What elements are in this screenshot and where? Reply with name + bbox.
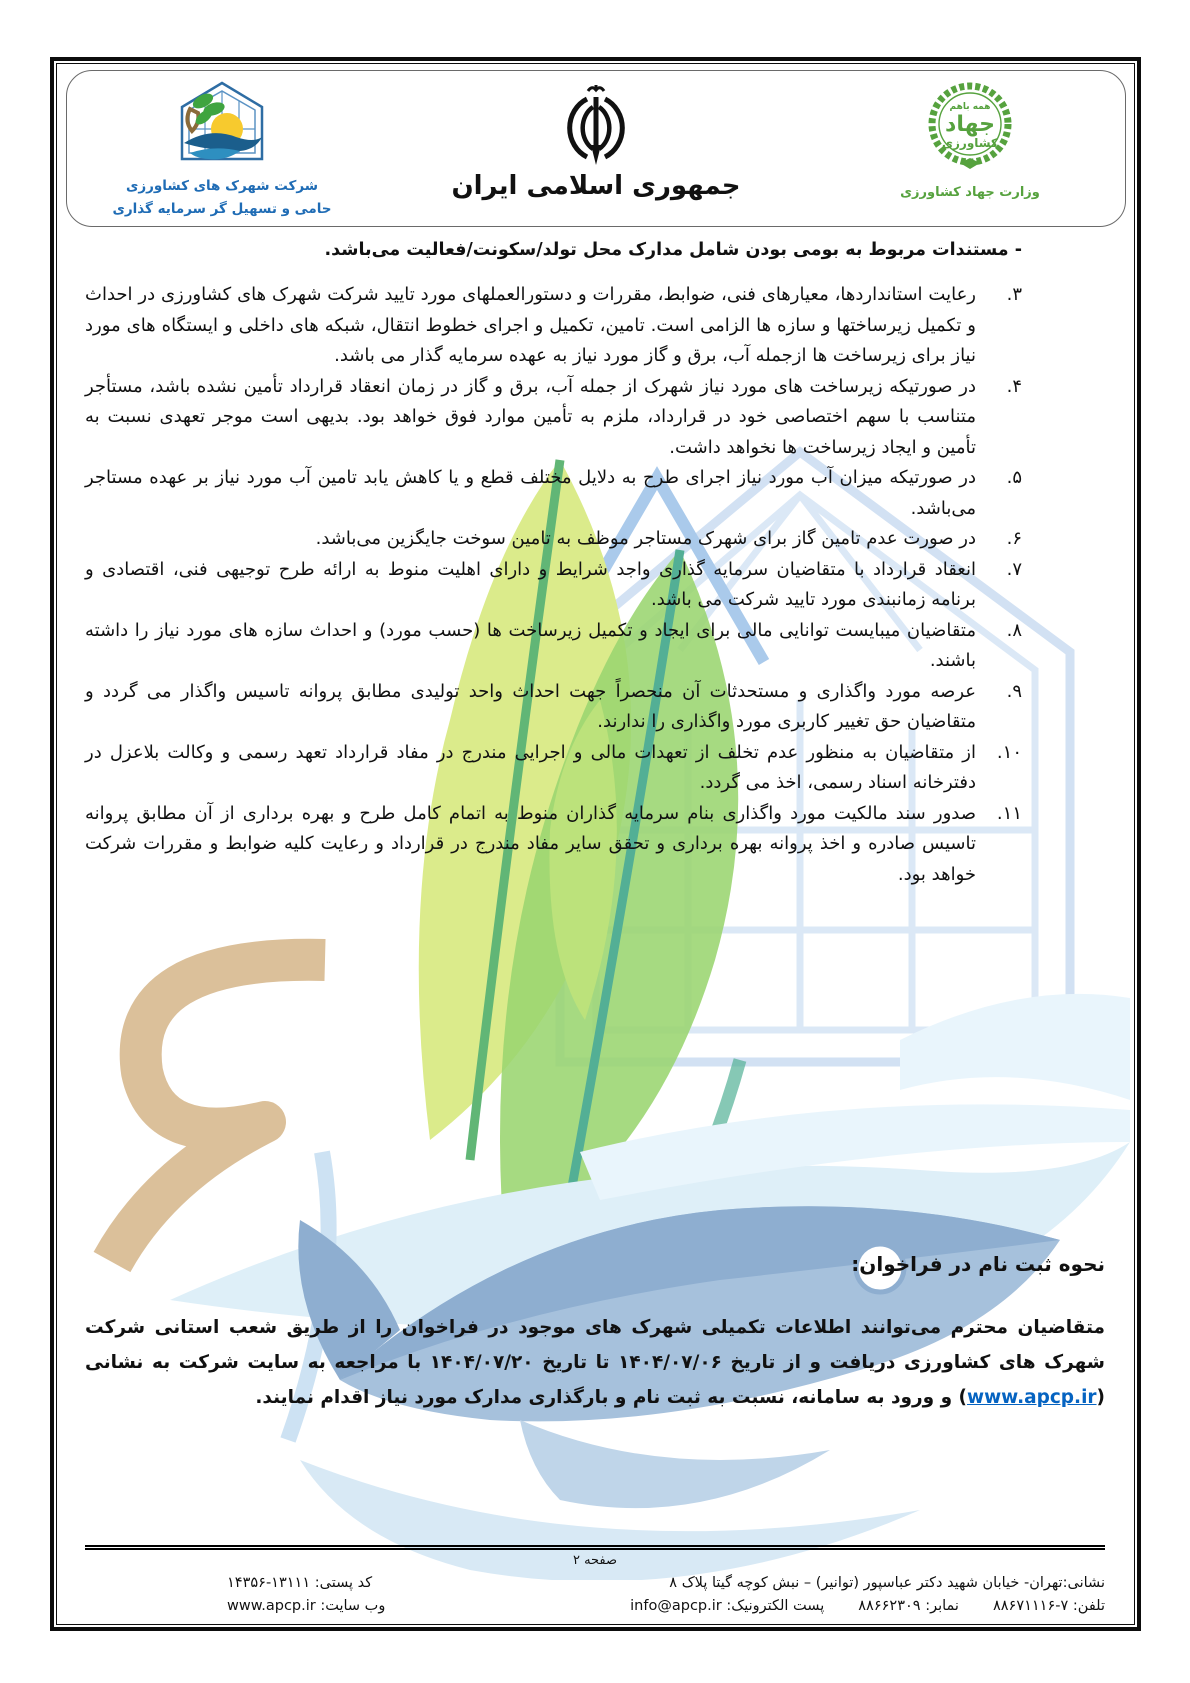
header xyxy=(66,70,1126,227)
phone-label: تلفن: xyxy=(1072,1598,1105,1614)
list-item xyxy=(85,616,1022,677)
list-item-text: در صورتیکه زیرساخت های مورد نیاز شهرک از جمله آب، برق و گاز در زمان انعقاد قرارداد تأمین نشده باشد، مستأجر متناسب با سهم اختصاصی خود در قرارداد، ملزم به تأمین موارد فوق خواهد بود. بدیهی است موجر تعهدی نسبت به تأمین و ایجاد زیرساخت ها نخواهد داشت. xyxy=(85,375,976,458)
registration-heading: نحوه ثبت نام در فراخوان: xyxy=(851,1252,1105,1276)
list-item-text: انعقاد قرارداد با متقاضیان سرمایه گذاری واجد شرایط و دارای اهلیت منوط به ارائه طرح توجیهی فنی، اقتصادی و برنامه زمانبندی مورد تایید شرکت می باشد. xyxy=(85,558,976,610)
list-item xyxy=(85,555,1022,616)
jahad-keshavarzi-logo-icon xyxy=(922,79,1018,175)
postal-value: ۱۴۳۵۶-۱۳۱۱۱ xyxy=(227,1575,311,1591)
ministry-logo-slogan: همه باهم xyxy=(949,102,991,112)
registration-text-after: ) و ورود به سامانه، نسبت به ثبت نام و بارگذاری مدارک مورد نیاز اقدام نمایند. xyxy=(255,1387,967,1408)
ministry-name: وزارت جهاد کشاورزی xyxy=(900,185,1040,200)
ministry-logo-block xyxy=(815,79,1125,200)
email-label: پست الکترونیک: xyxy=(726,1598,825,1614)
list-item-number: ۳. xyxy=(1006,284,1022,305)
body-content xyxy=(85,236,1105,890)
footer-fax xyxy=(858,1598,959,1614)
apcp-website-link[interactable]: www.apcp.ir xyxy=(966,1387,1097,1408)
list-item-number: ۱۰. xyxy=(996,741,1022,763)
list-item-number: ۱۱. xyxy=(996,802,1022,824)
list-item-text: صدور سند مالکیت مورد واگذاری بنام سرمایه گذاران منوط به اتمام کامل طرح و بهره برداری از آن مطابق پروانه تاسیس صادره و اخذ پروانه بهره برداری و تحقق سایر مفاد مندرج در قرارداد و رعایت کلیه ضوابط و مقررات شرکت خواهد بود. xyxy=(85,802,976,885)
country-caption: جمهوری اسلامی ایران xyxy=(451,171,741,201)
email-value: info@apcp.ir xyxy=(630,1598,722,1614)
website-value: www.apcp.ir xyxy=(227,1598,316,1614)
list-item-text: رعایت استانداردها، معیارهای فنی، ضوابط، مقررات و دستورالعملهای مورد تایید شرکت شهرک های کشاورزی در احداث و تکمیل زیرساختها و سازه ها الزامی است. تامین، تکمیل و اجرای خطوط انتقال، شبکه های داخلی و ایستگاه های مورد نیاز برای زیرساخت ها ازجمله آب، برق و گاز مورد نیاز به عهده سرمایه گذار می باشد. xyxy=(85,284,976,366)
fax-label: نمابر: xyxy=(925,1598,959,1614)
list-item-number: ۴. xyxy=(1006,375,1022,397)
footer-website xyxy=(227,1598,385,1614)
registration-text-before: متقاضیان محترم می‌توانند اطلاعات تکمیلی شهرک های موجود در فراخوان را از طریق شعب استانی شرکت شهرک های کشاورزی دریافت و از تاریخ ۱۴۰۴/۰۷/۰۶ تا تاریخ ۱۴۰۴/۰۷/۲۰ با مراجعه به سایت شرکت به نشانی ( xyxy=(85,1317,1105,1408)
list-item xyxy=(85,738,1022,799)
company-name: شرکت شهرک های کشاورزی xyxy=(125,178,319,194)
list-item xyxy=(85,280,1022,372)
list-item xyxy=(85,524,1022,555)
list-item-number: ۸. xyxy=(1006,619,1022,641)
footer-phone xyxy=(993,1598,1105,1614)
postal-label: کد پستی: xyxy=(314,1575,373,1591)
conditions-list xyxy=(85,280,1022,890)
footer-row-contacts xyxy=(85,1598,1105,1614)
list-item xyxy=(85,677,1022,738)
footer-row-address xyxy=(85,1575,1105,1591)
list-item-number: ۶. xyxy=(1006,528,1022,549)
footer-address: نشانی:تهران- خیابان شهید دکتر عباسپور (توانیر) – نبش کوچه گیتا پلاک ۸ xyxy=(669,1575,1105,1591)
list-item-text: متقاضیان میبایست توانایی مالی برای ایجاد و تکمیل زیرساخت ها (حسب مورد) و احداث سازه های مورد نیاز را داشته باشند. xyxy=(85,619,976,671)
ministry-logo-subtitle: کشاورزی xyxy=(942,136,998,150)
list-item xyxy=(85,372,1022,464)
fax-value: ۸۸۶۶۲۳۰۹ xyxy=(858,1598,921,1614)
iran-emblem-icon xyxy=(567,79,625,169)
company-logo-icon xyxy=(170,79,274,171)
company-tagline: حامی و تسهیل گر سرمایه گذاری xyxy=(112,201,332,217)
registration-paragraph xyxy=(85,1310,1105,1415)
list-item xyxy=(85,799,1022,891)
list-item-number: ۵. xyxy=(1006,467,1022,488)
national-emblem-block xyxy=(377,79,815,201)
list-item-text: در صورتیکه میزان آب مورد نیاز اجرای طرح به دلایل مختلف قطع و یا کاهش یابد تامین آب مورد نیاز بر عهده مستاجر می‌باشد. xyxy=(85,467,976,519)
company-logo-block xyxy=(67,79,377,217)
registration-section xyxy=(85,1252,1105,1415)
list-item-number: ۷. xyxy=(1006,558,1022,580)
footer-contact-group xyxy=(630,1598,1105,1614)
page-number: صفحه ۲ xyxy=(572,1553,618,1568)
footer-email xyxy=(630,1598,824,1614)
list-item-text: در صورت عدم تامین گاز برای شهرک مستاجر موظف به تامین سوخت جایگزین می‌باشد. xyxy=(315,528,976,549)
website-label: وب سایت: xyxy=(320,1598,386,1614)
list-item-text: از متقاضیان به منظور عدم تخلف از تعهدات مالی و اجرایی مندرج در مفاد قرارداد تعهد رسمی و وکالت بلاعزل در دفترخانه اسناد رسمی، اخذ می گردد. xyxy=(85,741,976,793)
list-item-text: عرصه مورد واگذاری و مستحدثات آن منحصراً جهت احداث واحد تولیدی مطابق پروانه تاسیس واگذار می گردد و متقاضیان حق تغییر کاربری مورد واگذاری را ندارند. xyxy=(85,680,976,732)
footer xyxy=(85,1545,1105,1614)
list-item-number: ۹. xyxy=(1006,680,1022,702)
ministry-logo-title: جهاد xyxy=(945,112,995,137)
intro-note: - مستندات مربوط به بومی بودن شامل مدارک محل تولد/سکونت/فعالیت می‌باشد. xyxy=(324,240,1022,260)
watermark-branch-icon xyxy=(112,960,325,1262)
list-item xyxy=(85,463,1022,524)
footer-postal-code xyxy=(227,1575,372,1591)
phone-value: ۸۸۶۷۱۱۱۶-۷ xyxy=(992,1598,1069,1614)
